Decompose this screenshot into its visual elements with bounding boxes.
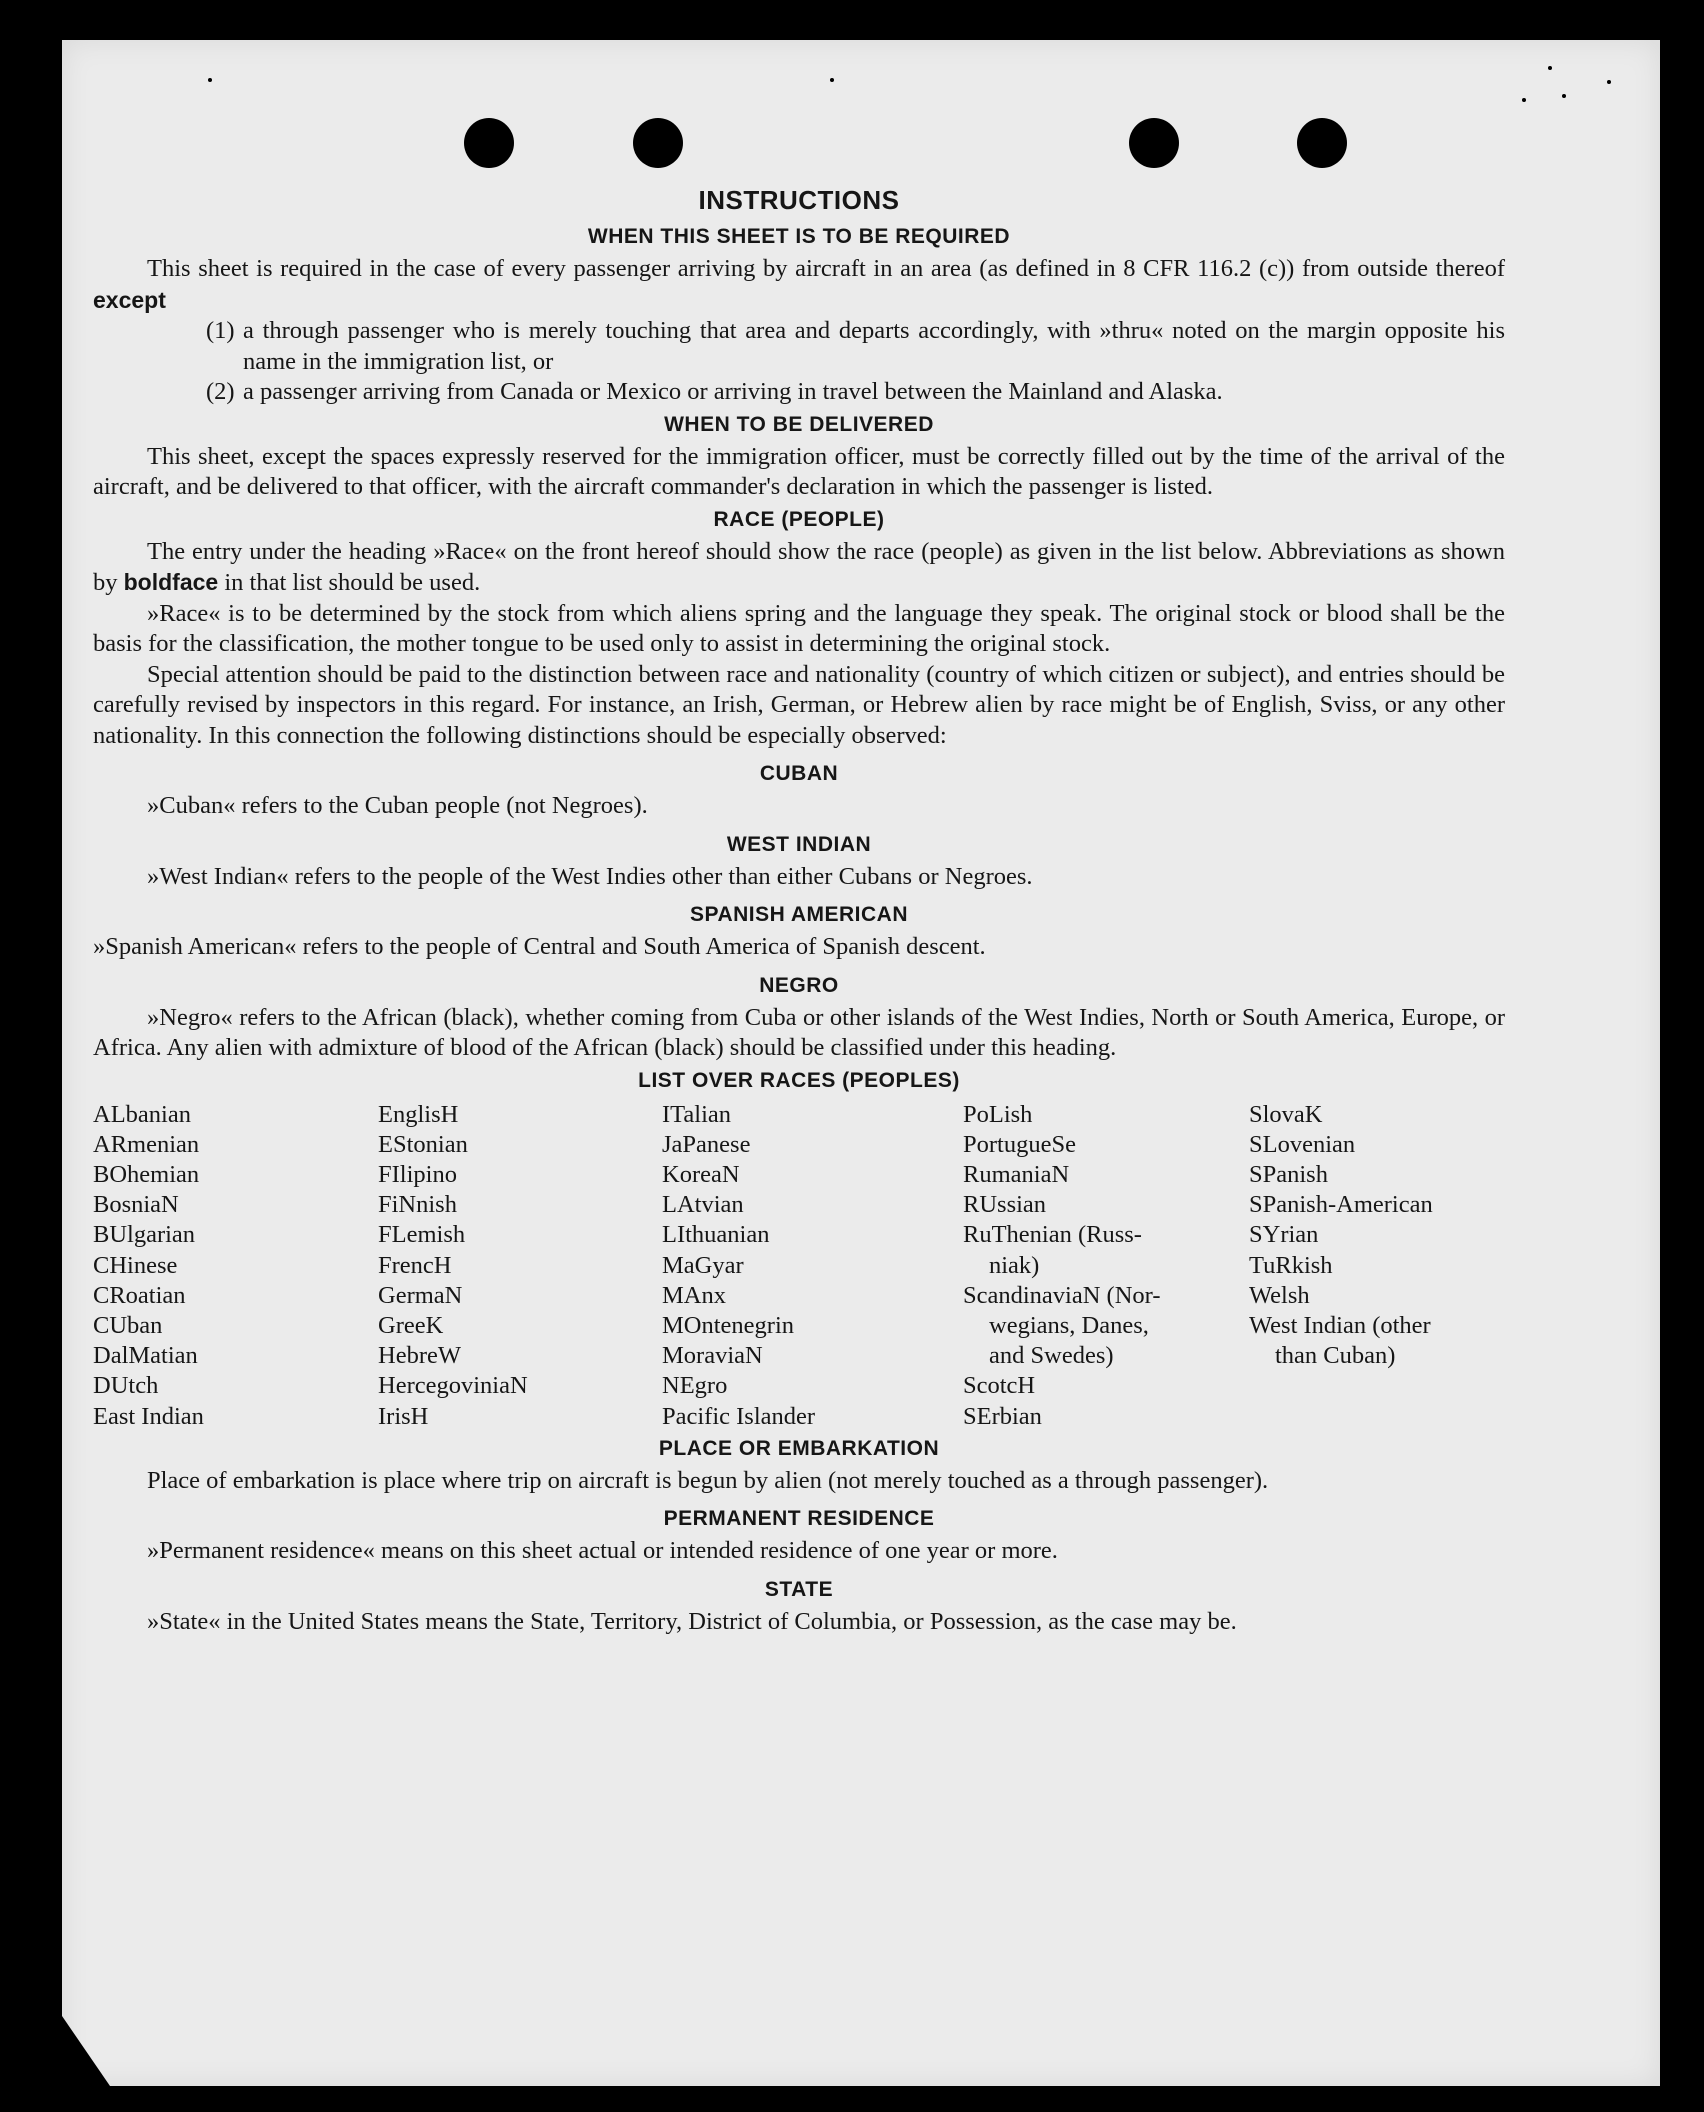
permanent-residence-text: »Permanent residence« means on this sheet actual or intended residence of one year or more.	[147, 1537, 1058, 1565]
race-entry: DalMatian	[93, 1342, 198, 1370]
race-entry: Pacific Islander	[662, 1402, 816, 1430]
race-entry: ARmenian	[93, 1130, 200, 1158]
race-entry: and Swedes)	[989, 1342, 1114, 1370]
race-entry: KoreaN	[662, 1160, 740, 1188]
race-list-column	[963, 1100, 1249, 1432]
race-entry: SPanish	[1249, 1160, 1328, 1188]
section-heading-spanish-american: SPANISH AMERICAN	[689, 903, 908, 926]
race-entry: JaPanese	[662, 1130, 751, 1158]
race-entry: RumaniaN	[963, 1160, 1070, 1188]
race-entry: EStonian	[378, 1130, 468, 1158]
section-heading-race-list: LIST OVER RACES (PEOPLES)	[638, 1068, 960, 1092]
race-entry: HercegoviniaN	[378, 1372, 528, 1400]
section-heading-when-required: WHEN THIS SHEET IS TO BE REQUIRED	[587, 225, 1011, 248]
race-entry: wegians, Danes,	[989, 1311, 1149, 1339]
race-entry: MoraviaN	[662, 1342, 763, 1370]
race-entry: MAnx	[662, 1281, 726, 1309]
west-indian-text: »West Indian« refers to the people of the West Indies other than either Cubans or Negroes.	[147, 862, 1033, 890]
race-paragraph-3: Special attention should be paid to the distinction between race and nationality (country of which citizen or subject), and entries should be carefully revised by inspectors in this regard. For instance, an Irish, German, or Hebrew alien by race might be of English, Sviss, or any other nationality. In this connection the following distinctions should be especially observed:	[93, 660, 1505, 749]
section-heading-embarkation: PLACE OR EMBARKATION	[658, 1436, 940, 1460]
state-text: »State« in the United States means the State, Territory, District of Columbia, or Possession, as the case may be.	[147, 1607, 1237, 1635]
race-entry: MaGyar	[662, 1251, 744, 1279]
race-entry: niak)	[989, 1251, 1040, 1279]
spanish-american-text: »Spanish American« refers to the people of Central and South America of Spanish descent.	[93, 933, 986, 960]
race-entry: EnglisH	[378, 1100, 459, 1128]
speck	[830, 78, 834, 82]
page-title: INSTRUCTIONS	[698, 185, 900, 215]
race-paragraph-1: The entry under the heading »Race« on the front hereof should show the race (people) as given in the list below. Abbreviations as shown by boldface in that list should be used.	[93, 537, 1505, 596]
race-entry: CHinese	[93, 1251, 178, 1279]
race-entry: West Indian (other	[1249, 1311, 1431, 1339]
punch-hole	[1129, 118, 1179, 168]
race-entry: HebreW	[378, 1342, 461, 1370]
race-paragraph-2: »Race« is to be determined by the stock from which aliens spring and the language they speak. The original stock or blood shall be the basis for the classification, the mother tongue to be used only to assist in determining the original stock.	[93, 599, 1505, 657]
race-entry: BosniaN	[93, 1191, 179, 1219]
race-entry: CRoatian	[93, 1281, 186, 1309]
race-list-column	[1249, 1100, 1505, 1432]
race-list-column	[93, 1100, 378, 1432]
section-heading-west-indian: WEST INDIAN	[726, 832, 872, 856]
section-heading-when-delivered: WHEN TO BE DELIVERED	[664, 412, 934, 436]
race-list	[93, 1100, 1505, 1432]
race-entry: FrencH	[378, 1251, 452, 1279]
section-heading-permanent-residence: PERMANENT RESIDENCE	[663, 1507, 935, 1531]
section-heading-state: STATE	[764, 1577, 834, 1601]
race-entry: BOhemian	[93, 1160, 200, 1188]
negro-text: »Negro« refers to the African (black), whether coming from Cuba or other islands of the West Indies, North or South America, Europe, or Africa. Any alien with admixture of blood of the African (black) should be classified under this heading.	[93, 1003, 1505, 1061]
section-heading-negro: NEGRO	[759, 973, 839, 997]
section-heading-cuban: CUBAN	[759, 762, 839, 785]
speck	[1607, 80, 1611, 84]
item-text: a passenger arriving from Canada or Mexico or arriving in travel between the Mainland and Alaska.	[243, 378, 1223, 405]
race-entry: PoLish	[963, 1100, 1033, 1128]
race-entry: LIthuanian	[662, 1221, 770, 1249]
race-entry: BUlgarian	[93, 1221, 196, 1249]
speck	[1562, 94, 1566, 98]
speck	[208, 78, 212, 82]
exception-item-1	[93, 316, 1505, 377]
when-delivered-text: This sheet, except the spaces expressly reserved for the immigration officer, must be correctly filled out by the time of the arrival of the aircraft, and be delivered to that officer, with the aircraft commander's declaration in which the passenger is listed.	[93, 442, 1505, 500]
instructions-content	[93, 180, 1505, 1637]
race-entry: ALbanian	[93, 1100, 191, 1128]
race-entry: SPanish-American	[1249, 1191, 1433, 1219]
race-entry: CUban	[93, 1311, 163, 1339]
folded-corner	[62, 2016, 110, 2086]
race-entry: SErbian	[963, 1402, 1042, 1430]
race-entry: TuRkish	[1249, 1251, 1333, 1279]
race-list-column	[662, 1100, 963, 1432]
race-entry: NEgro	[662, 1372, 728, 1400]
item-text: a through passenger who is merely touching that area and departs accordingly, with »thru« noted on the margin opposite his name in the immigration list, or	[243, 317, 1505, 375]
race-entry: than Cuban)	[1275, 1342, 1396, 1370]
race-entry: RUssian	[963, 1191, 1047, 1219]
race-entry: SLovenian	[1249, 1130, 1356, 1158]
race-list-column	[378, 1100, 662, 1432]
race-entry: MOntenegrin	[662, 1311, 794, 1339]
race-entry: SlovaK	[1249, 1100, 1323, 1128]
race-entry: RuThenian (Russ-	[963, 1221, 1142, 1249]
exception-item-2	[93, 377, 1505, 408]
race-entry: GermaN	[378, 1281, 463, 1309]
race-entry: SYrian	[1249, 1221, 1319, 1249]
race-entry: East Indian	[93, 1402, 204, 1430]
race-entry: FiNnish	[378, 1191, 457, 1219]
race-entry: LAtvian	[662, 1191, 744, 1219]
when-required-intro: This sheet is required in the case of every passenger arriving by aircraft in an area (as defined in 8 CFR 116.2 (c)) from outside thereof except	[93, 255, 1505, 313]
punch-hole	[633, 118, 683, 168]
speck	[1548, 66, 1552, 70]
race-entry: IrisH	[378, 1402, 429, 1430]
item-number: (2)	[206, 378, 235, 405]
race-entry: PortugueSe	[963, 1130, 1076, 1158]
race-entry: Welsh	[1249, 1281, 1310, 1309]
cuban-text: »Cuban« refers to the Cuban people (not Negroes).	[147, 792, 648, 819]
punch-hole	[1297, 118, 1347, 168]
race-entry: FLemish	[378, 1221, 466, 1249]
embarkation-text: Place of embarkation is place where trip on aircraft is begun by alien (not merely touched as a through passenger).	[147, 1466, 1269, 1494]
race-entry: ScotcH	[963, 1372, 1036, 1400]
punch-hole	[464, 118, 514, 168]
item-number: (1)	[206, 317, 235, 344]
race-entry: ITalian	[662, 1100, 732, 1128]
race-entry: DUtch	[93, 1372, 159, 1400]
race-entry: GreeK	[378, 1311, 444, 1339]
race-entry: ScandinaviaN (Nor-	[963, 1281, 1161, 1309]
section-heading-race: RACE (PEOPLE)	[713, 507, 885, 531]
race-entry: FIlipino	[378, 1160, 457, 1188]
speck	[1522, 98, 1526, 102]
